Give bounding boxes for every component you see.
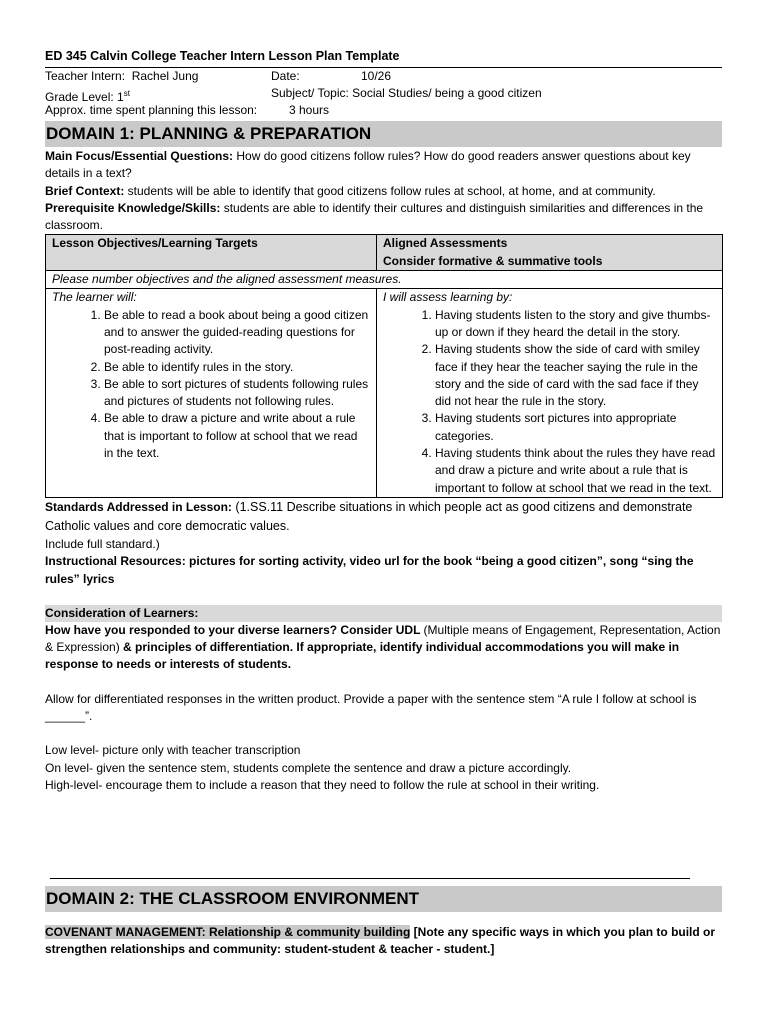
objectives-cell (46, 289, 377, 498)
section-divider (50, 878, 690, 879)
objective-item: 3. Be able to sort pictures of students following rules and pictures of students not following rules. (104, 376, 370, 411)
domain1-heading: DOMAIN 1: PLANNING & PREPARATION (45, 121, 722, 147)
table-note: Please number objectives and the aligned assessment measures. (46, 271, 723, 289)
assessments-header (377, 235, 723, 271)
objective-item: 2. Be able to identify rules in the story. (104, 359, 370, 376)
learners-q3: & principles of differentiation. If appropriate, identify individual accommodations you will make in response to needs or interests of students. (45, 640, 680, 672)
assess-intro: I will assess learning by: (383, 290, 513, 305)
date-value: 10/26 (361, 69, 392, 83)
context-label: Brief Context: (45, 183, 125, 198)
date-label: Date: (271, 69, 300, 83)
standards-text: (1.SS.11 Describe situations in which people act as good citizens and demonstrate Catholic values and core democratic values. (45, 499, 693, 533)
table-header-row (46, 235, 723, 271)
learners-question (45, 622, 722, 674)
objective-item: 4. Be able to draw a picture and write about a rule that is important to follow at school that we read in the text. (104, 410, 370, 462)
spacer (45, 588, 722, 605)
level-low: Low level- picture only with teacher transcription (45, 743, 301, 758)
assessments-header-sub: Consider formative & summative tools (383, 253, 603, 268)
assessment-item: 4. Having students think about the rules they have read and draw a picture and write about a rule that is important to follow at school that we read in the text. (435, 445, 716, 497)
grade-sup: st (123, 89, 130, 98)
spacer (45, 913, 722, 924)
instructional-resources: Instructional Resources: pictures for sorting activity, video url for the book “being a good citizen”, song “sing the rules” lyrics (45, 554, 694, 586)
learners-q1: How have you responded to your diverse learners? Consider UDL (45, 622, 424, 637)
intern-field (45, 68, 271, 85)
meta-row-intern (45, 68, 722, 85)
time-label: Approx. time spent planning this lesson: (45, 103, 258, 117)
covenant-management (45, 924, 722, 959)
focus-text: How do good citizens follow rules? How do good readers answer questions about key details in a text? (45, 149, 691, 181)
intern-label: Teacher Intern: (45, 69, 126, 83)
table-body-row (46, 289, 723, 498)
learners-q2: (Multiple means of Engagement, Representation, Action & Expression) (45, 622, 721, 655)
assessment-item: 2. Having students show the side of card with smiley face if they hear the teacher saying the rule in the story and the side of card with the sad face if they did not hear the rule in the story. (435, 341, 716, 410)
objectives-table (45, 234, 723, 497)
grade-field (45, 85, 271, 102)
meta-row-time (45, 102, 722, 119)
prereq-text: students are able to identify their cultures and distinguish similarities and differences in the classroom. (45, 200, 704, 233)
document-title: ED 345 Calvin College Teacher Intern Lesson Plan Template (45, 49, 400, 63)
level-high: High-level- encourage them to include a reason that they need to follow the rule at school in their writing. (45, 777, 600, 792)
assessments-list (383, 307, 716, 497)
standards (45, 498, 722, 536)
domain2-section (45, 884, 722, 959)
assessments-cell (377, 289, 723, 498)
standards-label: Standards Addressed in Lesson: (45, 499, 232, 514)
subject-field: Subject/ Topic: Social Studies/ being a good citizen (271, 86, 542, 100)
learners-allow: Allow for differentiated responses in the written product. Provide a paper with the sentence stem “A rule I follow at school is ______”. (45, 691, 697, 724)
standards-include: Include full standard.) (45, 536, 160, 551)
assessment-item: 1. Having students listen to the story and give thumbs-up or down if they heard the detail in the story. (435, 307, 716, 342)
objectives-list (52, 307, 370, 463)
time-value: 3 hours (289, 103, 330, 117)
meta-row-grade (45, 85, 722, 102)
grade-label: Grade Level: 1 (45, 90, 124, 104)
table-note-row (46, 271, 723, 289)
assessments-header-title: Aligned Assessments (383, 236, 508, 251)
intern-name: Rachel Jung (131, 69, 199, 83)
objective-item: 1. Be able to read a book about being a good citizen and to answer the guided-reading questions for post-reading activity. (104, 307, 370, 359)
covenant-label: COVENANT MANAGEMENT: Relationship & community building (45, 925, 411, 939)
level-on: On level- given the sentence stem, students complete the sentence and draw a picture accordingly. (45, 760, 572, 775)
prerequisite (45, 200, 722, 235)
prereq-label: Prerequisite Knowledge/Skills: (45, 200, 221, 215)
learners-heading: Consideration of Learners: (45, 605, 722, 622)
covenant-text: [Note any specific ways in which you plan to build or strengthen relationships and community: student-student & teacher - student.] (45, 925, 716, 957)
learner-intro: The learner will: (52, 290, 137, 305)
spacer (45, 674, 722, 691)
objectives-header: Lesson Objectives/Learning Targets (46, 235, 377, 271)
brief-context (45, 183, 722, 200)
assessment-item: 3. Having students sort pictures into appropriate categories. (435, 410, 716, 445)
lesson-plan-page (45, 48, 722, 794)
focus-label: Main Focus/Essential Questions: (45, 149, 234, 163)
context-text: students will be able to identify that good citizens follow rules at school, at home, and at community. (124, 183, 656, 198)
spacer (45, 725, 722, 742)
main-focus (45, 148, 722, 183)
domain2-heading: DOMAIN 2: THE CLASSROOM ENVIRONMENT (45, 886, 722, 912)
